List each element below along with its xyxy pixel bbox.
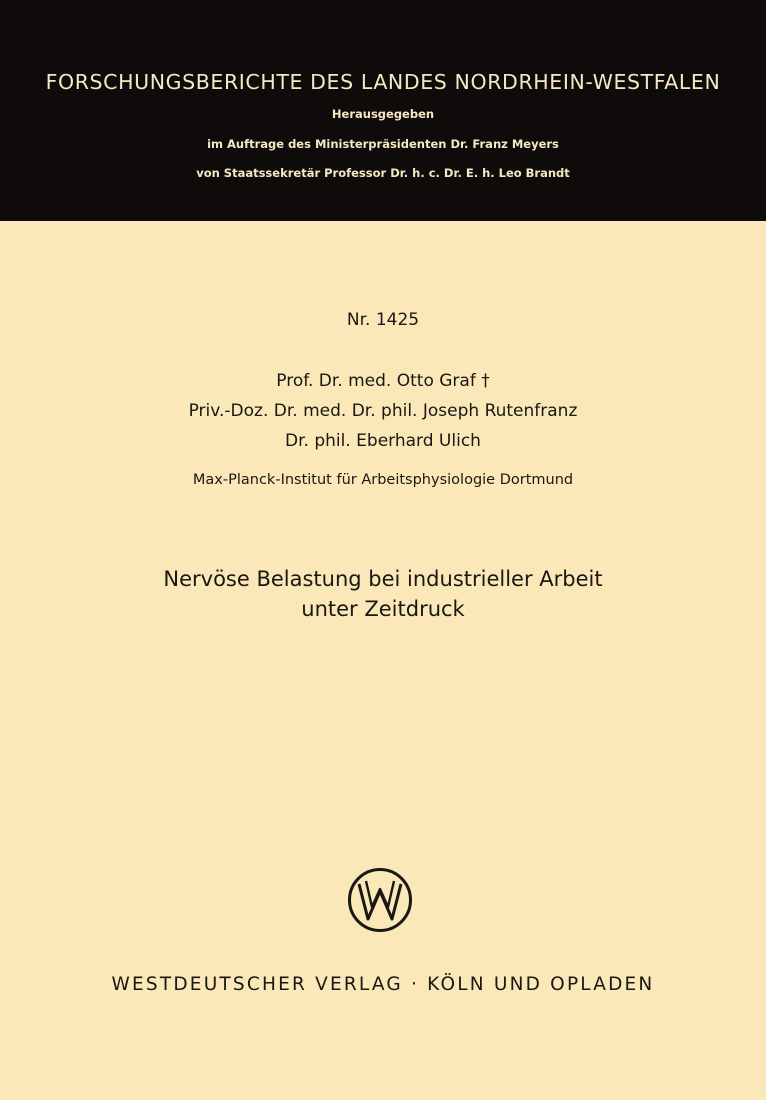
series-title: FORSCHUNGSBERICHTE DES LANDES NORDRHEIN-WESTFALEN [45, 70, 721, 94]
wv-publisher-logo-icon [347, 867, 413, 933]
book-title-line-1: Nervöse Belastung bei industrieller Arbeit [163, 567, 603, 591]
author-2: Priv.-Doz. Dr. med. Dr. phil. Joseph Rutenfranz [188, 401, 578, 421]
report-number: Nr. 1425 [346, 310, 420, 330]
editor-name: von Staatssekretär Professor Dr. h. c. Dr. E. h. Leo Brandt [196, 166, 570, 180]
book-title [0, 564, 766, 624]
author-1: Prof. Dr. med. Otto Graf † [276, 371, 490, 391]
institute: Max-Planck-Institut für Arbeitsphysiologie Dortmund [192, 472, 574, 488]
editor-commission: im Auftrage des Ministerpräsidenten Dr. Franz Meyers [207, 137, 559, 151]
series-header-band [0, 0, 766, 221]
author-3: Dr. phil. Eberhard Ulich [285, 431, 481, 451]
editor-label: Herausgegeben [331, 107, 435, 121]
book-title-line-2: unter Zeitdruck [301, 597, 465, 621]
publisher-imprint: WESTDEUTSCHER VERLAG · KÖLN UND OPLADEN [111, 974, 655, 995]
